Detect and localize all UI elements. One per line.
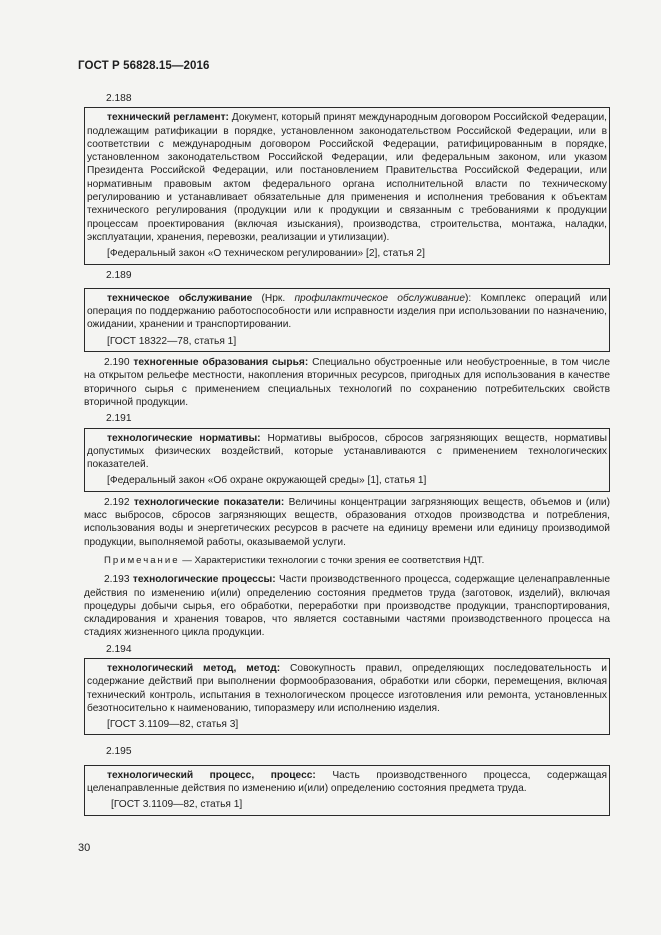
term-definition (87, 111, 607, 244)
entry-number: 2.191 (106, 413, 132, 425)
definition-text: Нормативы выбросов, сбросов загрязняющих веществ, нормативы допустимых физических воздействий, которые устанавливаются с применением технологических показателей. (87, 432, 608, 471)
entry-number: 2.193 (104, 574, 130, 586)
term-name: технический регламент: (107, 112, 229, 124)
term-definition (87, 432, 607, 472)
definition-text: Специально обустроенные или необустроенные, в том числе на открытом рельефе местности, накопления вторичных ресурсов, пригодных для использования в качестве вторичного сырья с применением специальных технологий по сохранению потребительских свойств вторичной продукции. (84, 357, 610, 408)
term-entry-2-192 (84, 496, 610, 567)
term-definition (87, 292, 607, 332)
entry-number: 2.189 (106, 269, 132, 281)
definition-text: Документ, который принят международным договором Российской Федерации, подлежащим ратификации в порядке, установленном законодательством Российской Федерации, или в соответствии с международным договором Российской Федерации, ратифицированным в порядке, установленном законодательством Российской Федерации, или федеральным законом, или указом Президента Российской Федерации, или постановлением Правительства Российской Федерации, или нормативным правовым актом федерального органа исполнительной власти по техническому регулированию и устанавливает обязательные для применения и исполнения требования к объектам технического регулирования (продукции или к продукции и связанным с требованиями к продукции процессам проектирования (включая изыскания), производства, строительства, монтажа, наладки, эксплуатации, хранения, перевозки, реализации и утилизации). (87, 112, 607, 243)
entry-number: 2.195 (106, 746, 132, 758)
term-name: технологический процесс, процесс: (107, 769, 316, 781)
term-definition (84, 573, 610, 639)
source-reference: [ГОСТ 18322—78, статья 1] (107, 335, 237, 347)
entry-number: 2.192 (104, 496, 130, 508)
definition-text: Части производственного процесса, содержащие целенаправленные действия по изменению и(или) определению состояния предметов труда (заготовок, изделий), включая процедуры добычи сырья, его обработки, переработки при производстве продукции, транспортирования, складирования и хранения товаров, что является составными частями производственного процесса на стадиях жизненного цикла продукции. (84, 574, 610, 639)
term-definition (87, 769, 607, 796)
definition-text: Комплекс операций или операция по поддержанию работоспособности или исправности изделия при использовании по назначению, ожидании, хранении и транспортировании. (87, 292, 607, 331)
term-name: технологические нормативы: (107, 432, 261, 444)
source-reference: [Федеральный закон «Об охране окружающей среды» [1], статья 1] (107, 475, 427, 487)
note-label: Примечание (104, 554, 180, 566)
definition-text: Часть производственного процесса, содержащая целенаправленные действия по изменению и(или) определению состояния предмета труда. (87, 769, 607, 795)
term-box-2-189 (84, 288, 610, 352)
term-box-2-188 (84, 107, 610, 264)
source-reference: [Федеральный закон «О техническом регулировании» [2], статья 2] (107, 248, 425, 260)
term-name: технологические показатели: (133, 496, 285, 508)
term-definition (87, 662, 607, 715)
entry-number: 2.190 (104, 357, 130, 369)
term-definition (84, 356, 610, 409)
document-header: ГОСТ Р 56828.15—2016 (78, 60, 210, 72)
term-definition (84, 496, 610, 549)
term-box-2-195 (84, 765, 610, 816)
term-name: техногенные образования сырья: (133, 357, 309, 369)
page-number: 30 (78, 842, 91, 854)
term-name: техническое обслуживание (107, 292, 253, 304)
entry-number: 2.188 (106, 93, 132, 104)
document-body (84, 92, 610, 820)
term-name: технологические процессы: (132, 574, 276, 586)
note-text: — Характеристики технологии с точки зрения ее соответствия НДТ. (179, 554, 485, 566)
deprecated-term: профилактическое обслуживание (294, 292, 466, 304)
note (84, 554, 610, 567)
definition-text: Величины концентрации загрязняющих веществ, объемов и (или) масс выбросов, сбросов загрязняющих веществ, образования отходов производства и потребления, использования воды и энергетических ресурсов в расчете на единицу времени или единицу производимой продукции, выполняемой работы, оказываемой услуги. (84, 496, 610, 548)
term-box-2-191 (84, 428, 610, 492)
npk-prefix: (Нрк. (252, 292, 295, 304)
npk-suffix: ): (465, 292, 472, 304)
term-box-2-194 (84, 658, 610, 735)
term-entry-2-190 (84, 356, 610, 409)
term-name: технологический метод, метод: (107, 662, 281, 674)
source-reference: [ГОСТ 3.1109—82, статья 3] (107, 719, 239, 731)
term-entry-2-193 (84, 573, 610, 639)
source-reference: [ГОСТ 3.1109—82, статья 1] (111, 799, 243, 811)
entry-number: 2.194 (106, 643, 132, 655)
definition-text: Совокупность правил, определяющих последовательность и содержание действий при выполнении формообразования, обработки или сборки, перемещения, включая технический контроль, испытания в технологическом процессе изготовления или ремонта, установленных безотносительно к наименованию, типоразмеру или исполнению изделия. (87, 662, 607, 714)
